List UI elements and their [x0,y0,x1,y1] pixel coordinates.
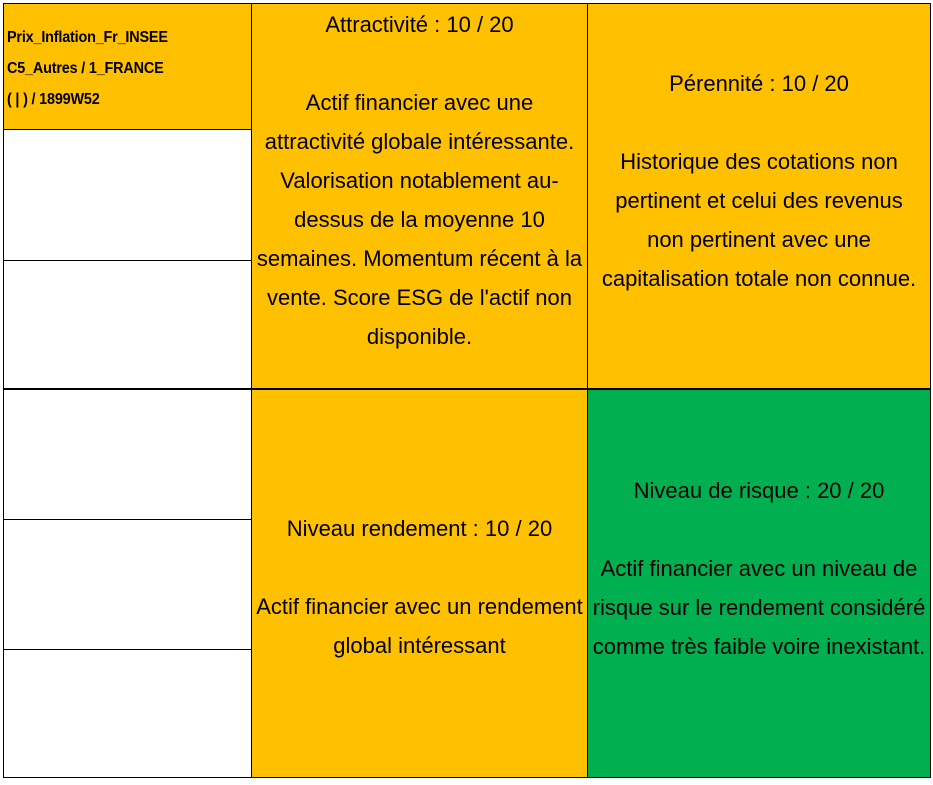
rendement-cell [251,389,588,778]
perennite-title: Pérennité : 10 / 20 [669,71,849,96]
risque-cell [587,389,931,778]
risque-description: Actif financier avec un niveau de risque sur le rendement considéré comme très faible voire inexistant. [592,556,926,659]
empty-cell [3,519,252,650]
empty-cell [3,649,252,778]
table-bottom-border [3,777,931,785]
rendement-title: Niveau rendement : 10 / 20 [286,516,553,541]
asset-period: ( | ) / 1899W52 [7,91,100,108]
asset-header [3,3,252,130]
rendement-description: Actif financier avec un rendement global intéressant [256,594,583,658]
attractivite-title: Attractivité : 10 / 20 [325,12,514,37]
perennite-description: Historique des cotations non pertinent et celui des revenus non pertinent avec une capitalisation totale non connue. [601,149,917,291]
empty-cell [3,129,252,261]
empty-cell [3,260,252,389]
empty-cell [3,389,252,520]
risque-title: Niveau de risque : 20 / 20 [633,478,885,503]
perennite-cell [587,3,931,389]
asset-category: C5_Autres / 1_FRANCE [7,60,164,77]
asset-name: Prix_Inflation_Fr_INSEE [7,29,168,46]
attractivite-cell [251,3,588,389]
attractivite-description: Actif financier avec une attractivité globale intéressante. Valorisation notablement au-dessus de la moyenne 10 semaines. Momentum récent à la vente. Score ESG de l'actif non disponible. [256,90,583,349]
